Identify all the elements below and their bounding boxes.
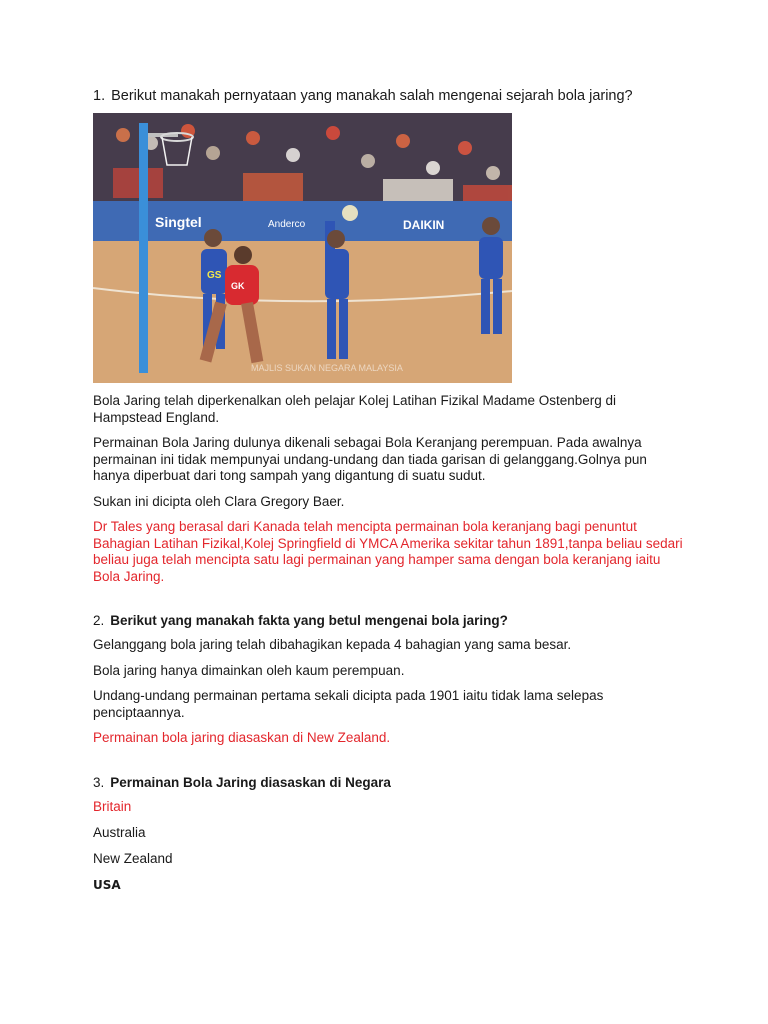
banner-daikin: DAIKIN [403,218,445,232]
question-1-number: 1. [93,88,106,104]
q1-option-4-answer: Dr Tales yang berasal dari Kanada telah mencipta permainan bola keranjang bagi penuntut Bahagian Latihan Fizikal,Kolej Springfield di YMCA Amerika sekitar tahun 1891,tanpa beliau sedari beliau juga telah mencipta satu lagi permainan yang hamper sama dengan bola keranjang iaitu Bola Jaring. [93,519,683,584]
photo-watermark: MAJLIS SUKAN NEGARA MALAYSIA [251,363,403,373]
banner-anderco: Anderco [268,219,306,230]
question-2-text: Berikut yang manakah fakta yang betul mengenai bola jaring? [110,613,508,628]
document-page [93,88,683,903]
goal-post [139,123,148,373]
question-1-text: Berikut manakah pernyataan yang manakah salah mengenai sejarah bola jaring? [111,88,633,104]
question-1-title [93,88,683,105]
banner-singtel: Singtel [155,214,202,230]
jersey-gs: GS [207,270,222,281]
question-2-number: 2. [93,613,105,628]
q1-option-3: Sukan ini dicipta oleh Clara Gregory Baer. [93,493,345,509]
court-floor [93,241,512,383]
q2-option-4-answer: Permainan bola jaring diasaskan di New Zealand. [93,730,391,745]
q2-option-3: Undang-undang permainan pertama sekali dicipta pada 1901 iaitu tidak lama selepas penciptaannya. [93,688,604,720]
q1-option-2: Permainan Bola Jaring dulunya dikenali sebagai Bola Keranjang perempuan. Pada awalnya permainan ini tidak mempunyai undang-undang dan tiada garisan di gelanggang.Golnya pun hanya diperbuat dari tong sampah yang digantung di suatu sudut. [93,435,647,483]
q3-option-3: New Zealand [93,850,173,866]
question-2-title [93,612,683,629]
netball-photo-illustration [93,113,512,383]
q2-option-1: Gelanggang bola jaring telah dibahagikan kepada 4 bahagian yang sama besar. [93,637,572,652]
q3-option-1-answer: Britain [93,798,132,814]
q3-option-4: USA [93,877,121,892]
question-3-title [93,774,683,791]
q1-option-1: Bola Jaring telah diperkenalkan oleh pelajar Kolej Latihan Fizikal Madame Ostenberg di Hampstead England. [93,393,617,425]
netball-photo [93,113,512,383]
q3-option-2: Australia [93,824,146,840]
q2-option-2: Bola jaring hanya dimainkan oleh kaum perempuan. [93,662,405,678]
question-3-text: Permainan Bola Jaring diasaskan di Negara [110,774,391,790]
question-3-number: 3. [93,774,105,790]
jersey-gk: GK [231,281,245,291]
